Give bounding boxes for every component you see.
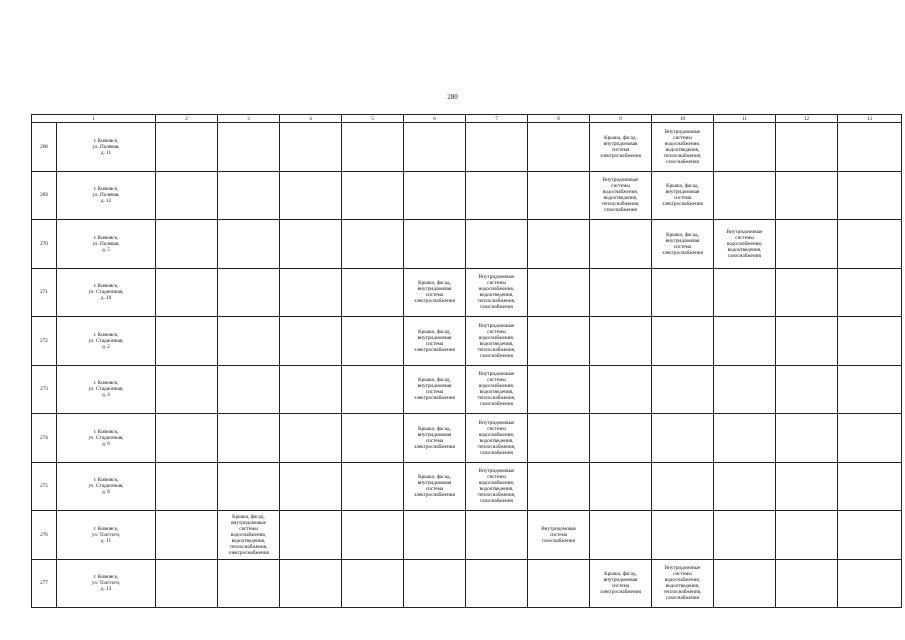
cell-col-11 [714,462,776,511]
cell-col-11 [714,171,776,220]
cell-col-8 [528,123,590,172]
cell-col-11 [714,365,776,414]
table-row [32,559,902,608]
cell-col-3: Крыша, фасад, внутридомовые системы водоснабжения, водоотведения, теплоснабжения, электроснабжения [218,511,280,560]
column-header-3: 3 [218,115,280,123]
cell-col-8 [528,414,590,463]
cell-col-4 [280,559,342,608]
cell-col-5 [342,123,404,172]
cell-col-4 [280,123,342,172]
cell-col-3 [218,220,280,269]
address-cell: г. Кимовск, ул. Стадионная, д. 8 [57,462,156,511]
cell-col-3 [218,414,280,463]
cell-col-2 [156,220,218,269]
cell-col-3 [218,123,280,172]
row-number: 273 [32,365,57,414]
address-cell: г. Кимовск, ул. Толстого, д. 13 [57,559,156,608]
address-cell: г. Кимовск, ул. Стадионная, д. 4 [57,365,156,414]
cell-col-11 [714,559,776,608]
table-row [32,414,902,463]
address-cell: г. Кимовск, ул. Стадионная, д. 10 [57,268,156,317]
cell-col-12 [776,511,838,560]
cell-col-3 [218,268,280,317]
cell-col-10: Внутридомовые системы водоснабжения, водоотведения, теплоснабжения, газоснабжения [652,559,714,608]
column-header-2: 2 [156,115,218,123]
table-row [32,220,902,269]
cell-col-13 [838,268,902,317]
cell-col-5 [342,171,404,220]
address-cell: г. Кимовск, ул. Полевая, д. 12 [57,171,156,220]
row-number: 271 [32,268,57,317]
row-number: 277 [32,559,57,608]
cell-col-4 [280,414,342,463]
cell-col-3 [218,462,280,511]
cell-col-13 [838,220,902,269]
table-row [32,511,902,560]
cell-col-12 [776,268,838,317]
cell-col-13 [838,123,902,172]
column-header-8: 8 [528,115,590,123]
row-number: 272 [32,317,57,366]
address-cell: г. Кимовск, ул. Толстого, д. 11 [57,511,156,560]
cell-col-9 [590,268,652,317]
cell-col-7: Внутридомовые системы водоснабжения, водоотведения, теплоснабжения, газоснабжения [466,268,528,317]
column-header-9: 9 [590,115,652,123]
cell-col-4 [280,511,342,560]
table-row [32,462,902,511]
cell-col-4 [280,317,342,366]
cell-col-12 [776,462,838,511]
cell-col-11 [714,511,776,560]
row-number: 270 [32,220,57,269]
cell-col-2 [156,462,218,511]
cell-col-6: Крыша, фасад, внутридомовая система электроснабжения [404,365,466,414]
cell-col-10 [652,462,714,511]
cell-col-6 [404,559,466,608]
cell-col-4 [280,220,342,269]
cell-col-6 [404,511,466,560]
cell-col-12 [776,123,838,172]
address-cell: г. Кимовск, ул. Полевая, д. 11 [57,123,156,172]
cell-col-13 [838,414,902,463]
cell-col-9 [590,317,652,366]
column-header-5: 5 [342,115,404,123]
cell-col-8 [528,317,590,366]
cell-col-9 [590,220,652,269]
address-cell: г. Кимовск, ул. Стадионная, д. 2 [57,317,156,366]
table-row [32,268,902,317]
cell-col-8 [528,462,590,511]
cell-col-4 [280,462,342,511]
cell-col-13 [838,511,902,560]
cell-col-4 [280,365,342,414]
cell-col-9 [590,511,652,560]
cell-col-9: Крыша, фасад, внутридомовая система электроснабжения [590,559,652,608]
row-number: 274 [32,414,57,463]
cell-col-8 [528,559,590,608]
cell-col-8 [528,365,590,414]
cell-col-7 [466,171,528,220]
cell-col-10 [652,365,714,414]
cell-col-13 [838,462,902,511]
cell-col-10: Крыша, фасад, внутридомовая система электроснабжения [652,220,714,269]
cell-col-3 [218,171,280,220]
cell-col-12 [776,365,838,414]
cell-col-12 [776,559,838,608]
cell-col-10: Крыша, фасад, внутридомовая система электроснабжения [652,171,714,220]
cell-col-5 [342,511,404,560]
cell-col-13 [838,365,902,414]
cell-col-12 [776,317,838,366]
cell-col-6: Крыша, фасад, внутридомовая система электроснабжения [404,462,466,511]
cell-col-7: Внутридомовые системы водоснабжения, водоотведения, теплоснабжения, газоснабжения [466,317,528,366]
cell-col-2 [156,559,218,608]
row-number: 275 [32,462,57,511]
cell-col-5 [342,365,404,414]
cell-col-10: Внутридомовые системы водоснабжения, водоотведения, теплоснабжения, газоснабжения [652,123,714,172]
cell-col-11: Внутридомовые системы водоснабжения, водоотведения, газоснабжения [714,220,776,269]
table-row [32,171,902,220]
cell-col-5 [342,559,404,608]
repair-schedule-table [31,114,902,608]
cell-col-9 [590,462,652,511]
cell-col-13 [838,559,902,608]
cell-col-8 [528,171,590,220]
cell-col-12 [776,220,838,269]
cell-col-6 [404,171,466,220]
cell-col-2 [156,511,218,560]
row-number: 269 [32,171,57,220]
column-header-13: 13 [838,115,902,123]
cell-col-10 [652,511,714,560]
table-row [32,123,902,172]
column-header-6: 6 [404,115,466,123]
cell-col-2 [156,414,218,463]
cell-col-2 [156,268,218,317]
cell-col-5 [342,268,404,317]
cell-col-12 [776,414,838,463]
address-cell: г. Кимовск, ул. Стадионная, д. 6 [57,414,156,463]
cell-col-10 [652,268,714,317]
column-header-11: 11 [714,115,776,123]
column-header-12: 12 [776,115,838,123]
cell-col-4 [280,268,342,317]
cell-col-3 [218,317,280,366]
cell-col-5 [342,414,404,463]
cell-col-8 [528,268,590,317]
cell-col-9 [590,414,652,463]
cell-col-2 [156,365,218,414]
cell-col-10 [652,317,714,366]
cell-col-9: Внутридомовые системы водоснабжения, водоотведения, теплоснабжения, газоснабжения [590,171,652,220]
cell-col-6: Крыша, фасад, внутридомовая система электроснабжения [404,414,466,463]
cell-col-6: Крыша, фасад, внутридомовая система электроснабжения [404,317,466,366]
cell-col-7 [466,220,528,269]
cell-col-8: Внутридомовая система газоснабжения [528,511,590,560]
cell-col-13 [838,317,902,366]
page-number: 280 [447,93,458,101]
row-number: 276 [32,511,57,560]
cell-col-10 [652,414,714,463]
cell-col-9: Крыша, фасад, внутридомовая система электроснабжения [590,123,652,172]
column-header-7: 7 [466,115,528,123]
table-body [32,123,902,608]
cell-col-6 [404,220,466,269]
table-row [32,317,902,366]
cell-col-11 [714,317,776,366]
cell-col-6: Крыша, фасад, внутридомовая система электроснабжения [404,268,466,317]
cell-col-11 [714,268,776,317]
cell-col-3 [218,365,280,414]
cell-col-8 [528,220,590,269]
table-row [32,365,902,414]
cell-col-2 [156,317,218,366]
cell-col-7 [466,511,528,560]
cell-col-2 [156,171,218,220]
header-row [32,115,902,123]
cell-col-11 [714,123,776,172]
cell-col-7 [466,559,528,608]
cell-col-12 [776,171,838,220]
cell-col-5 [342,220,404,269]
cell-col-2 [156,123,218,172]
cell-col-7: Внутридомовые системы водоснабжения, водоотведения, теплоснабжения, газоснабжения [466,414,528,463]
cell-col-3 [218,559,280,608]
column-header-1: 1 [32,115,156,123]
cell-col-5 [342,462,404,511]
column-header-4: 4 [280,115,342,123]
column-header-10: 10 [652,115,714,123]
cell-col-4 [280,171,342,220]
cell-col-7 [466,123,528,172]
cell-col-5 [342,317,404,366]
cell-col-6 [404,123,466,172]
row-number: 268 [32,123,57,172]
address-cell: г. Кимовск, ул. Полевая, д. 5 [57,220,156,269]
cell-col-13 [838,171,902,220]
cell-col-9 [590,365,652,414]
cell-col-11 [714,414,776,463]
cell-col-7: Внутридомовые системы водоснабжения, водоотведения, теплоснабжения, газоснабжения [466,462,528,511]
cell-col-7: Внутридомовые системы водоснабжения, водоотведения, теплоснабжения, газоснабжения [466,365,528,414]
